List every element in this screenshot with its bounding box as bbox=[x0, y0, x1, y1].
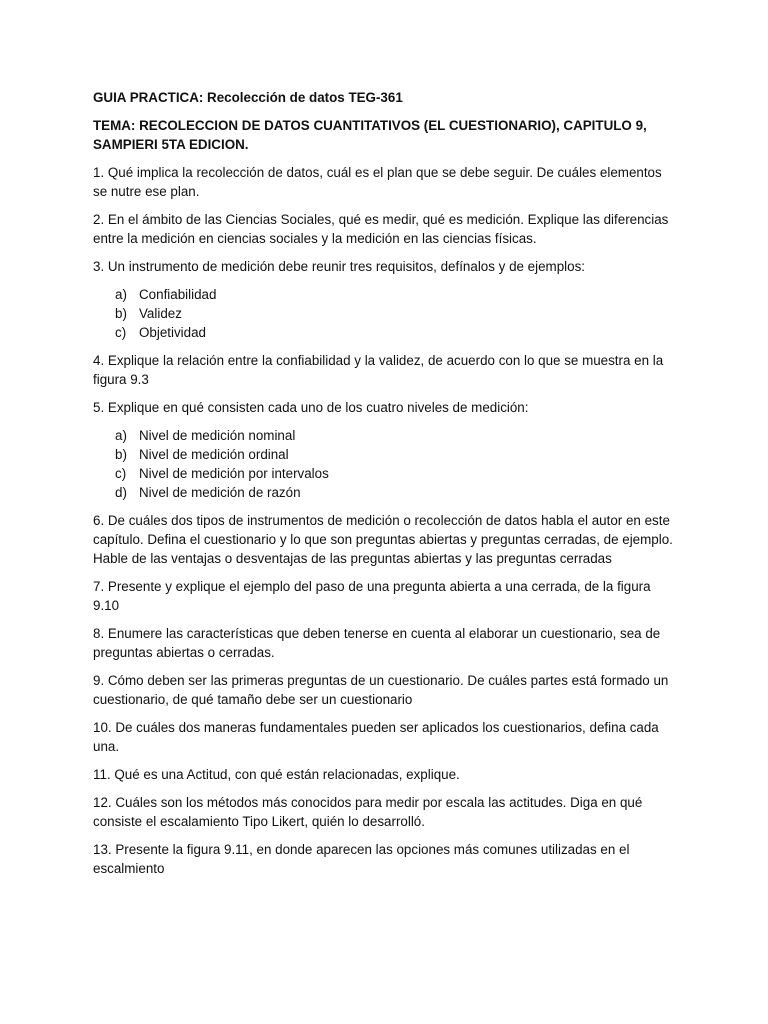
list-item bbox=[115, 323, 678, 342]
document-page bbox=[93, 88, 678, 887]
question-3: 3. Un instrumento de medición debe reunir tres requisitos, defínalos y de ejemplos: bbox=[93, 259, 585, 274]
question-2: 2. En el ámbito de las Ciencias Sociales, qué es medir, qué es medición. Explique las diferencias entre la medición en ciencias sociales y la medición en las ciencias físicas. bbox=[93, 212, 669, 246]
list-marker: a) bbox=[115, 287, 127, 302]
question-10: 10. De cuáles dos maneras fundamentales pueden ser aplicados los cuestionarios, defina cada una. bbox=[93, 720, 659, 754]
list-item-text: Nivel de medición por intervalos bbox=[139, 466, 329, 481]
list-item bbox=[115, 426, 678, 445]
list-item bbox=[115, 285, 678, 304]
question-6: 6. De cuáles dos tipos de instrumentos de medición o recolección de datos habla el autor en este capítulo. Defina el cuestionario y lo que son preguntas abiertas y preguntas cerradas, de ejemplo. Hable de las ventajas o desventajas de las preguntas abiertas y las preguntas cerradas bbox=[93, 513, 673, 566]
list-item bbox=[115, 483, 678, 502]
question-5-list bbox=[93, 426, 678, 502]
question-11: 11. Qué es una Actitud, con qué están relacionadas, explique. bbox=[93, 767, 460, 782]
list-item bbox=[115, 464, 678, 483]
list-item bbox=[115, 304, 678, 323]
list-marker: d) bbox=[115, 485, 127, 500]
list-item bbox=[115, 445, 678, 464]
list-marker: b) bbox=[115, 447, 127, 462]
list-item-text: Nivel de medición ordinal bbox=[139, 447, 289, 462]
question-8: 8. Enumere las características que deben tenerse en cuenta al elaborar un cuestionario, sea de preguntas abiertas o cerradas. bbox=[93, 626, 661, 660]
question-3-list bbox=[93, 285, 678, 342]
question-1: 1. Qué implica la recolección de datos, cuál es el plan que se debe seguir. De cuáles elementos se nutre ese plan. bbox=[93, 165, 662, 199]
list-marker: c) bbox=[115, 325, 127, 340]
list-item-text: Nivel de medición nominal bbox=[139, 428, 296, 443]
list-marker: b) bbox=[115, 306, 127, 321]
document-subtitle: TEMA: RECOLECCION DE DATOS CUANTITATIVOS (EL CUESTIONARIO), CAPITULO 9, SAMPIERI 5TA EDICION. bbox=[93, 118, 647, 152]
question-9: 9. Cómo deben ser las primeras preguntas de un cuestionario. De cuáles partes está formado un cuestionario, de qué tamaño debe ser un cuestionario bbox=[93, 673, 669, 707]
question-7: 7. Presente y explique el ejemplo del paso de una pregunta abierta a una cerrada, de la figura 9.10 bbox=[93, 579, 651, 613]
question-5: 5. Explique en qué consisten cada uno de los cuatro niveles de medición: bbox=[93, 400, 529, 415]
list-item-text: Validez bbox=[139, 306, 182, 321]
list-item-text: Nivel de medición de razón bbox=[139, 485, 301, 500]
list-marker: c) bbox=[115, 466, 127, 481]
question-13: 13. Presente la figura 9.11, en donde aparecen las opciones más comunes utilizadas en el escalmiento bbox=[93, 842, 630, 876]
document-title: GUIA PRACTICA: Recolección de datos TEG-361 bbox=[93, 90, 403, 105]
question-12: 12. Cuáles son los métodos más conocidos para medir por escala las actitudes. Diga en qué consiste el escalamiento Tipo Likert, quién lo desarrolló. bbox=[93, 795, 643, 829]
list-item-text: Objetividad bbox=[139, 325, 206, 340]
list-marker: a) bbox=[115, 428, 127, 443]
list-item-text: Confiabilidad bbox=[139, 287, 217, 302]
question-4: 4. Explique la relación entre la confiabilidad y la validez, de acuerdo con lo que se muestra en la figura 9.3 bbox=[93, 353, 664, 387]
